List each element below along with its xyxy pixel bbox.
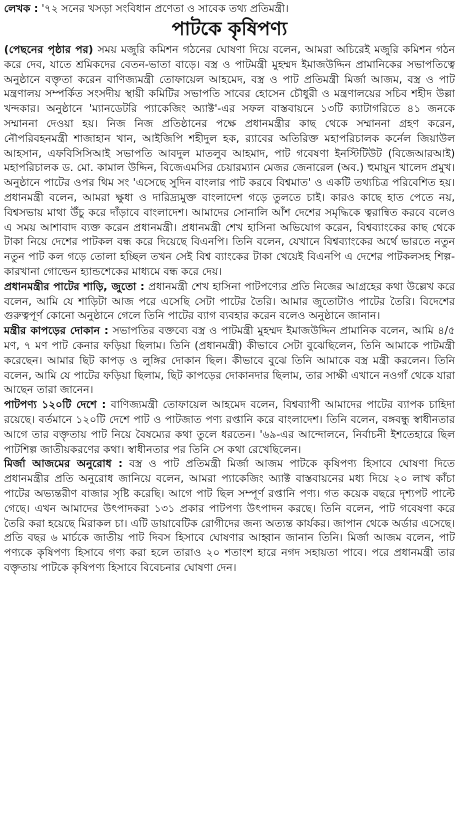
section-paragraph: [4, 280, 455, 324]
intro-text: সময় মজুরি কমিশন গঠনের ঘোষণা দিয়ে বলেন, আমরা অচিরেই মজুরি কমিশন গঠন করে দেব, যাতে শ্রমিকদের বেতন-ভাতা বাড়ে। বস্ত্র ও পাটমন্ত্রী মুহম্মদ ইমাজউদ্দিন প্রামানিকের সভাপতিত্বে অনুষ্ঠানে বক্তৃতা করেন বাণিজ্যমন্ত্রী তোফায়েল আহমেদ, বস্ত্র ও পাট প্রতিমন্ত্রী মির্জা আজম, বস্ত্র ও পাট মন্ত্রণালয় সম্পর্কিত সংসদীয় স্থায়ী কমিটির সভাপতি সাবের হোসেন চৌধুরী ও মন্ত্রণালয়ের সচিব শহীদ উল্লা খন্দকার। অনুষ্ঠানে 'ম্যানডেটরি প্যাকেজিং অ্যাক্ট'-এর সফল বাস্তবায়নে ১৩টি ক্যাটাগরিতে ৪১ জনকে সম্মাননা দেওয়া হয়। নিজ নিজ প্রতিষ্ঠানের পক্ষে প্রধানমন্ত্রীর কাছ থেকে সম্মাননা গ্রহণ করেন, নৌপরিবহনমন্ত্রী শাজাহান খান, আইজিপি শহীদুল হক, র‌্যাবের অতিরিক্ত মহাপরিচালক কর্নেল জিয়াউল আহসান, এফবিসিসিআই সভাপতি আবদুল মাতলুব আহমাদ, পাট গবেষণা ইনস্টিটিউট (বিজেআরআই) মহাপরিচালক ড. মো. কামাল উদ্দিন, বিজেএমসির চেয়ারম্যান মেজর জেনারেল (অব.) হুমায়ুন খালেদ প্রমুখ। অনুষ্ঠানে পাটের ওপর থিম সং 'এসেছে সুদিন বাংলার পাট করবে বিশ্বমাত' ও একটি তথ্যচিত্র পরিবেশিত হয়। প্রধানমন্ত্রী বলেন, আমরা ক্ষুধা ও দারিদ্র্যমুক্ত বাংলাদেশ গড়ে তুলতে চাই। কারও কাছে হাত পেতে নয়, বিশ্বসভায় মাথা উঁচু করে দাঁড়াবে বাংলাদেশ। আমাদের সোনালি আঁশ দেশের সমৃদ্ধিকে ত্বরান্বিত করবে বলেও এ সময় আশাবাদ ব্যক্ত করেন প্রধানমন্ত্রী। প্রধানমন্ত্রী শেখ হাসিনা অভিযোগ করেন, বিশ্বব্যাংকের কাছ থেকে টাকা নিয়ে দেশের পাটকল বন্ধ করে দিয়েছে বিএনপি। তিনি বলেন, যেখানে বিশ্বব্যাংকের অর্থে ভারতে নতুন নতুন পাট কল গড়ে তোলা হচ্ছিল তখন সেই বিশ্ব ব্যাংকের টাকা খেয়েই বিএনপি এ দেশের পাটকলসহ শিল্প-কারখানা গোল্ডেন হ্যান্ডশেকের মাধ্যমে বন্ধ করে দেয়।: [4, 44, 455, 278]
author-label: লেখক :: [4, 3, 39, 15]
article-title: পাটকে কৃষিপণ্য: [171, 18, 288, 40]
section-heading: প্রধানমন্ত্রীর পাটের শাড়ি, জুতো :: [4, 280, 145, 293]
section-text: বাণিজ্যমন্ত্রী তোফায়েল আহমেদ বলেন, বিশ্বব্যাপী আমাদের পাটের ব্যাপক চাহিদা রয়েছে। বর্তমানে ১২০টি দেশে পাট ও পাটজাত পণ্য রপ্তানি করে বাংলাদেশ। তিনি বলেন, বঙ্গবন্ধু স্বাধীনতার আগে তার বক্তৃতায় পাট নিয়ে বৈষম্যের কথা তুলে ধরতেন। '৬৯-এর আন্দোলনে, নির্বাচনী ইশতেহারে ছিল পাটশিল্প জাতীয়করণের কথা। স্বাধীনতার পর তিনি সে কথা রেখেছিলেন।: [4, 399, 455, 456]
section-text: সভাপতির বক্তব্যে বস্ত্র ও পাটমন্ত্রী মুহম্মদ ইমাজউদ্দিন প্রামানিক বলেন, আমি ৪/৫ মণ, ৭ মণ পাট কেনার ফড়িয়া ছিলাম। তিনি (প্রধানমন্ত্রী) কীভাবে সেটা বুঝেছিলেন, তিনি আমাকে পাটমন্ত্রী করেছেন। আমার ছিট কাপড় ও লুঙ্গির দোকান ছিল। কীভাবে বুঝে তিনি আমাকে বস্ত্র মন্ত্রী করলেন। তিনি বলেন, আমি যে পাটের ফড়িয়া ছিলাম, ছিট কাপড়ের দোকানদার ছিলাম, তার সাক্ষী এখানে নওগাঁ থেকে যারা আছেন তারা জানেন।: [4, 325, 456, 397]
section-heading: মির্জা আজমের অনুরোধ :: [4, 458, 123, 471]
section-heading: পাটপণ্য ১২০টি দেশে :: [4, 399, 107, 412]
section-heading: মন্ত্রীর কাপড়ের দোকান :: [4, 325, 109, 338]
intro-paragraph: [4, 43, 455, 280]
section-text: বস্ত্র ও পাট প্রতিমন্ত্রী মির্জা আজম পাটকে কৃষিপণ্য হিসাবে ঘোষণা দিতে প্রধানমন্ত্রীর প্রতি অনুরোধ জানিয়ে বলেন, আমরা প্যাকেজিং অ্যাক্ট বাস্তবায়নের মধ্য দিয়ে ২০ লাখ কাঁচা পাটের অভ্যন্তরীণ বাজার সৃষ্টি করেছি। আগে পাট ছিল সম্পূর্ণ রপ্তানি পণ্য। গত কয়েক বছরে দৃশ্যপট পাল্টে গেছে। এখন আমাদের উৎপাদকরা ১৩১ প্রকার পাটপণ্য উৎপাদন করছে। তিনি বলেন, পাট গবেষণা করে তৈরি করা হয়েছে মিরাকল চা। এটি ডায়াবেটিক রোগীদের জন্য অত্যন্ত কার্যকর। জাপান থেকে অর্ডার এসেছে। প্রতি বছর ৬ মার্চকে জাতীয় পাট দিবস হিসাবে ঘোষণার আহ্বান জানান তিনি। মির্জা আজম বলেন, পাট পণ্যকে কৃষিপণ্য হিসাবে গণ্য করা হলে তারাও ২০ শতাংশ হারে নগদ সহায়তা পাবে। পরে প্রধানমন্ত্রী তার বক্তৃতায় পাটকে কৃষিপণ্য হিসাবে বিবেচনার ঘোষণা দেন।: [4, 458, 455, 574]
author-line: [4, 2, 455, 16]
continued-from-reference: (পেছনের পৃষ্ঠার পর): [4, 44, 94, 56]
section-paragraph: [4, 457, 455, 575]
section-text: প্রধানমন্ত্রী শেখ হাসিনা পাটপণ্যের প্রতি নিজের আগ্রহের কথা উল্লেখ করে বলেন, আমি যে শাড়িটা আজ পরে এসেছি সেটা পাটের তৈরি। আমার জুতোটাও পাটের তৈরি। বিদেশের গুরুত্বপূর্ণ কোনো অনুষ্ঠানে গেলে তিনি পাটের ব্যাগ ব্যবহার করেন বলেও অনুষ্ঠানে জানান।: [4, 280, 455, 323]
section-paragraph: [4, 324, 455, 398]
section-paragraph: [4, 398, 455, 457]
author-description: '৭২ সনের খসড়া সংবিধান প্রণেতা ও সাবেক তথ্য প্রতিমন্ত্রী।: [41, 3, 289, 15]
article-body: [4, 43, 455, 576]
